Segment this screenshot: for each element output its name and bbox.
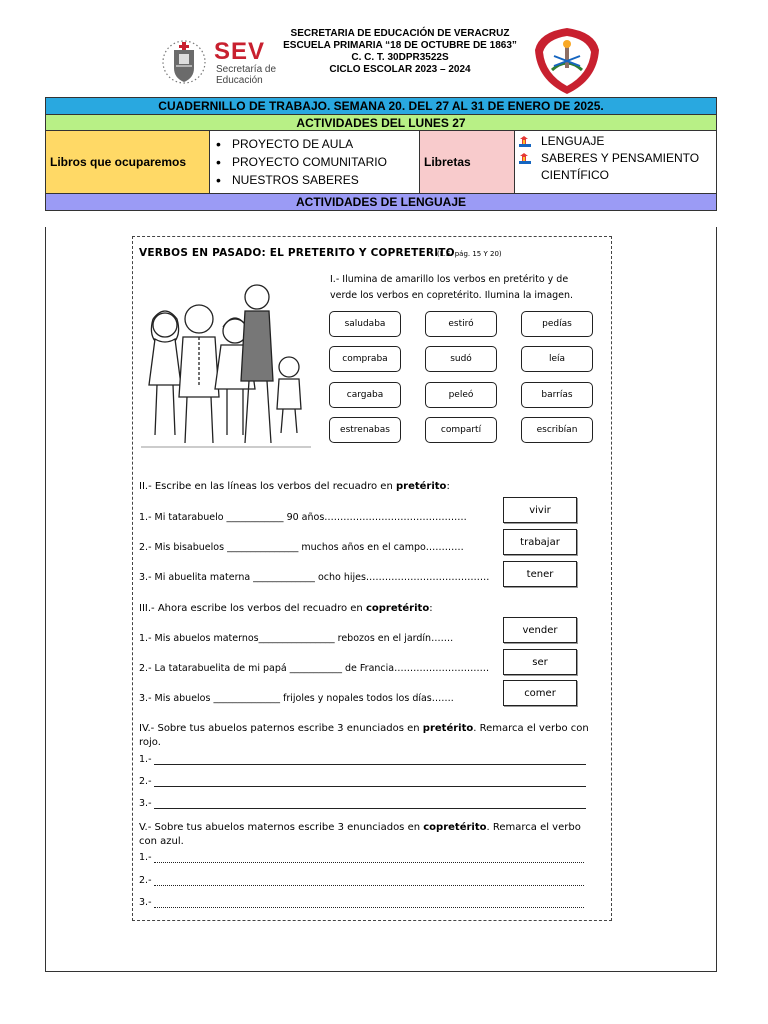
- week-title: CUADERNILLO DE TRABAJO. SEMANA 20. DEL 27 AL 31 DE ENERO DE 2025.: [46, 98, 717, 115]
- word-box: comer: [503, 680, 577, 706]
- books-label: Libros que ocuparemos: [46, 131, 210, 194]
- heading-text: . Remarca el verbo con azul.: [139, 822, 581, 847]
- word-box: vivir: [503, 497, 577, 523]
- verb-box: estrenabas: [329, 417, 401, 443]
- answer-line[interactable]: [154, 785, 586, 787]
- sentence-line[interactable]: 3.- Mis abuelos ______________ frijoles y nopales todos los días…….: [139, 693, 454, 704]
- day-row: [46, 115, 717, 131]
- heading-emphasis: copretérito: [423, 822, 487, 833]
- school-seal-logo: [532, 26, 602, 96]
- header-line-4: CICLO ESCOLAR 2023 – 2024: [329, 64, 471, 75]
- school-header: [270, 28, 530, 76]
- section-title: ACTIVIDADES DE LENGUAJE: [46, 194, 717, 211]
- notebooks-list-cell: [515, 131, 717, 194]
- line-number: 1.-: [139, 852, 152, 863]
- answer-line[interactable]: [154, 861, 584, 863]
- book-item: • PROYECTO COMUNITARIO: [232, 153, 415, 171]
- book-item: • PROYECTO DE AULA: [232, 135, 415, 153]
- answer-line[interactable]: [154, 906, 584, 908]
- heading-text: :: [429, 603, 433, 614]
- word-box: trabajar: [503, 529, 577, 555]
- header-line-1: SECRETARIA DE EDUCACIÓN DE VERACRUZ: [290, 28, 510, 39]
- verb-box: saludaba: [329, 311, 401, 337]
- notebook-item: [541, 150, 712, 184]
- verb-box: estiró: [425, 311, 497, 337]
- books-row: [46, 131, 717, 194]
- section-4-heading: [139, 722, 589, 750]
- heading-text: IV.- Sobre tus abuelos paternos escribe 3 enunciados en: [139, 723, 423, 734]
- line-number: 3.-: [139, 798, 152, 809]
- heading-text: II.- Escribe en las líneas los verbos del recuadro en: [139, 481, 396, 492]
- heading-emphasis: pretérito: [422, 723, 474, 734]
- verb-box: compraba: [329, 346, 401, 372]
- sentence-line[interactable]: 2.- La tatarabuelita de mi papá ___________ de Francia…………………………: [139, 663, 490, 674]
- section-5-heading: [139, 821, 589, 849]
- sentence-line[interactable]: 1.- Mis abuelos maternos________________ rebozos en el jardín…….: [139, 633, 454, 644]
- verb-box: compartí: [425, 417, 497, 443]
- heading-emphasis: copretérito: [365, 603, 430, 614]
- notebook-item-label: LENGUAJE: [541, 134, 605, 148]
- book-item: • NUESTROS SABERES: [232, 171, 415, 189]
- verb-box: sudó: [425, 346, 497, 372]
- answer-line[interactable]: [154, 884, 584, 886]
- worksheet-reference: (L.E. pág. 15 Y 20): [437, 250, 502, 258]
- header-line-2: ESCUELA PRIMARIA “18 DE OCTUBRE DE 1863”: [283, 40, 517, 51]
- sentence-line[interactable]: 3.- Mi abuelita materna _____________ ocho hijes…………………………………: [139, 572, 490, 583]
- word-box: vender: [503, 617, 577, 643]
- info-table: [45, 97, 717, 211]
- line-number: 1.-: [139, 754, 152, 765]
- heading-text: :: [446, 481, 450, 492]
- verb-box: cargaba: [329, 382, 401, 408]
- heading-text: III.- Ahora escribe los verbos del recuadro en: [139, 603, 366, 614]
- section-row: [46, 194, 717, 211]
- notebooks-list: [519, 133, 712, 184]
- notebook-item: [541, 133, 712, 150]
- arrow-bullet-icon: [519, 153, 531, 164]
- heading-text: V.- Sobre tus abuelos maternos escribe 3 enunciados en: [139, 822, 424, 833]
- books-list-cell: [210, 131, 420, 194]
- section-3-heading: [139, 603, 433, 614]
- word-box: tener: [503, 561, 577, 587]
- line-number: 2.-: [139, 875, 152, 886]
- day-title: ACTIVIDADES DEL LUNES 27: [46, 115, 717, 131]
- header-line-3: C. C. T. 30DPR3522S: [351, 52, 449, 63]
- answer-line[interactable]: [154, 763, 586, 765]
- notebooks-label: Libretas: [420, 131, 515, 194]
- heading-text: . Remarca el verbo con rojo.: [139, 723, 589, 748]
- arrow-bullet-icon: [519, 136, 531, 147]
- verb-box: barrías: [521, 382, 593, 408]
- answer-line[interactable]: [154, 807, 586, 809]
- sev-emblem-logo: [160, 36, 208, 88]
- section-2-heading: [139, 481, 450, 492]
- line-number: 3.-: [139, 897, 152, 908]
- sev-subtitle: Secretaría de Educación: [216, 64, 277, 86]
- sentence-line[interactable]: 1.- Mi tatarabuelo ____________ 90 años………………………………………: [139, 512, 467, 523]
- heading-emphasis: pretérito: [395, 481, 447, 492]
- verb-box: pedías: [521, 311, 593, 337]
- family-illustration: [137, 275, 315, 455]
- books-list: [214, 135, 415, 189]
- verb-box: peleó: [425, 382, 497, 408]
- sev-wordmark: SEV: [214, 38, 266, 65]
- week-row: [46, 98, 717, 115]
- verb-box: leía: [521, 346, 593, 372]
- instruction-1: I.- Ilumina de amarillo los verbos en pretérito y de verde los verbos en copretérito. Ilumina la imagen.: [330, 274, 574, 301]
- word-box: ser: [503, 649, 577, 675]
- notebook-item-label: SABERES Y PENSAMIENTO CIENTÍFICO: [541, 151, 700, 182]
- sentence-line[interactable]: 2.- Mis bisabuelos _______________ muchos años en el campo…………: [139, 542, 464, 553]
- worksheet-title: VERBOS EN PASADO: EL PRETERITO Y COPRETERITO: [139, 247, 455, 259]
- verb-box: escribían: [521, 417, 593, 443]
- line-number: 2.-: [139, 776, 152, 787]
